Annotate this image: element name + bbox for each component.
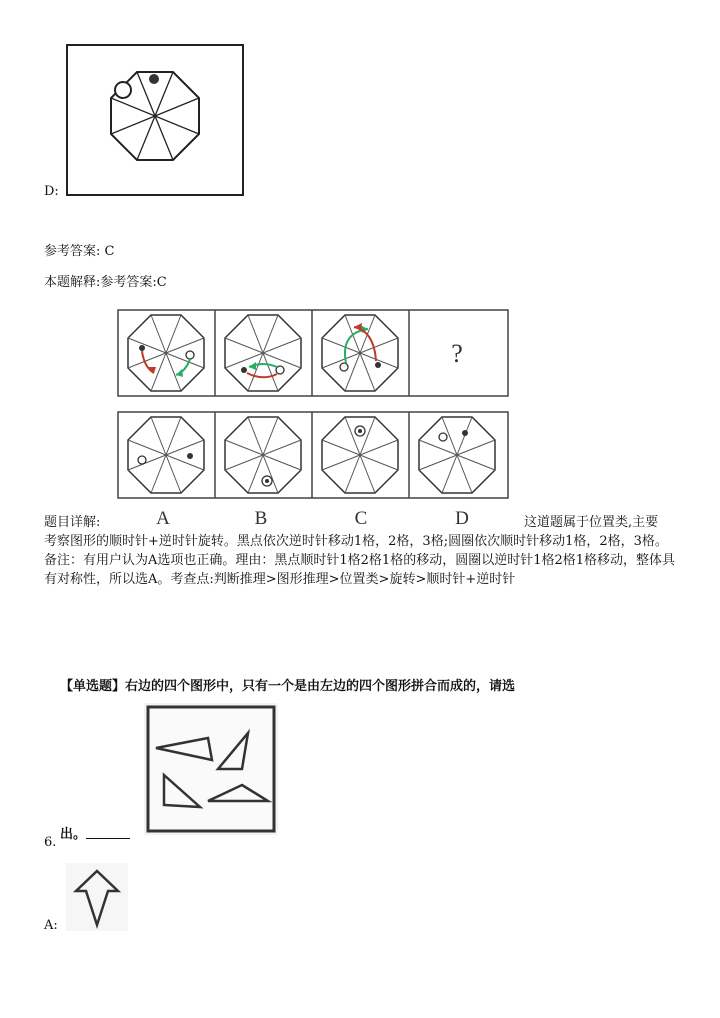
q6-option-a-label: A: (44, 918, 58, 933)
option-d-label: D: (44, 184, 59, 199)
option-letter-c: C (354, 508, 368, 529)
option-letter-a: A (156, 508, 170, 529)
option-letter-d: D (455, 508, 469, 529)
q6-question-text: 【单选题】右边的四个图形中，只有一个是由左边的四个图形拼合而成的，请选 (60, 679, 516, 694)
option-letter-b: B (254, 508, 268, 529)
question-mark: ? (451, 339, 463, 368)
detail-text: 考察图形的顺时针+逆时针旋转。黑点依次逆时针移动1格，2格，3格;圆圈依次顺时针移动1格，2格，3格。备注：有用户认为A选项也正确。理由：黑点顺时针1格2格1格的移动，圆圈以逆时针1格2格1格移动，整体具有对称性，所以选A。考查点:判断推理>图形推理>位置类>旋转>顺时针+逆时针 (44, 534, 676, 587)
option-d-image (66, 44, 244, 196)
q6-question-tail: 出。 (60, 827, 87, 842)
detail-text-first: 这道题属于位置类,主要 (524, 515, 659, 530)
answer-blank (86, 838, 130, 839)
detail-prefix: 题目详解: (44, 515, 101, 530)
q6-option-a-image (66, 863, 128, 931)
explanation-line: 本题解释:参考答案:C (44, 275, 167, 290)
answer-line: 参考答案: C (44, 244, 115, 259)
q6-number: 6. (44, 835, 57, 850)
q6-question-image (144, 703, 278, 835)
explanation-figure (116, 308, 512, 530)
